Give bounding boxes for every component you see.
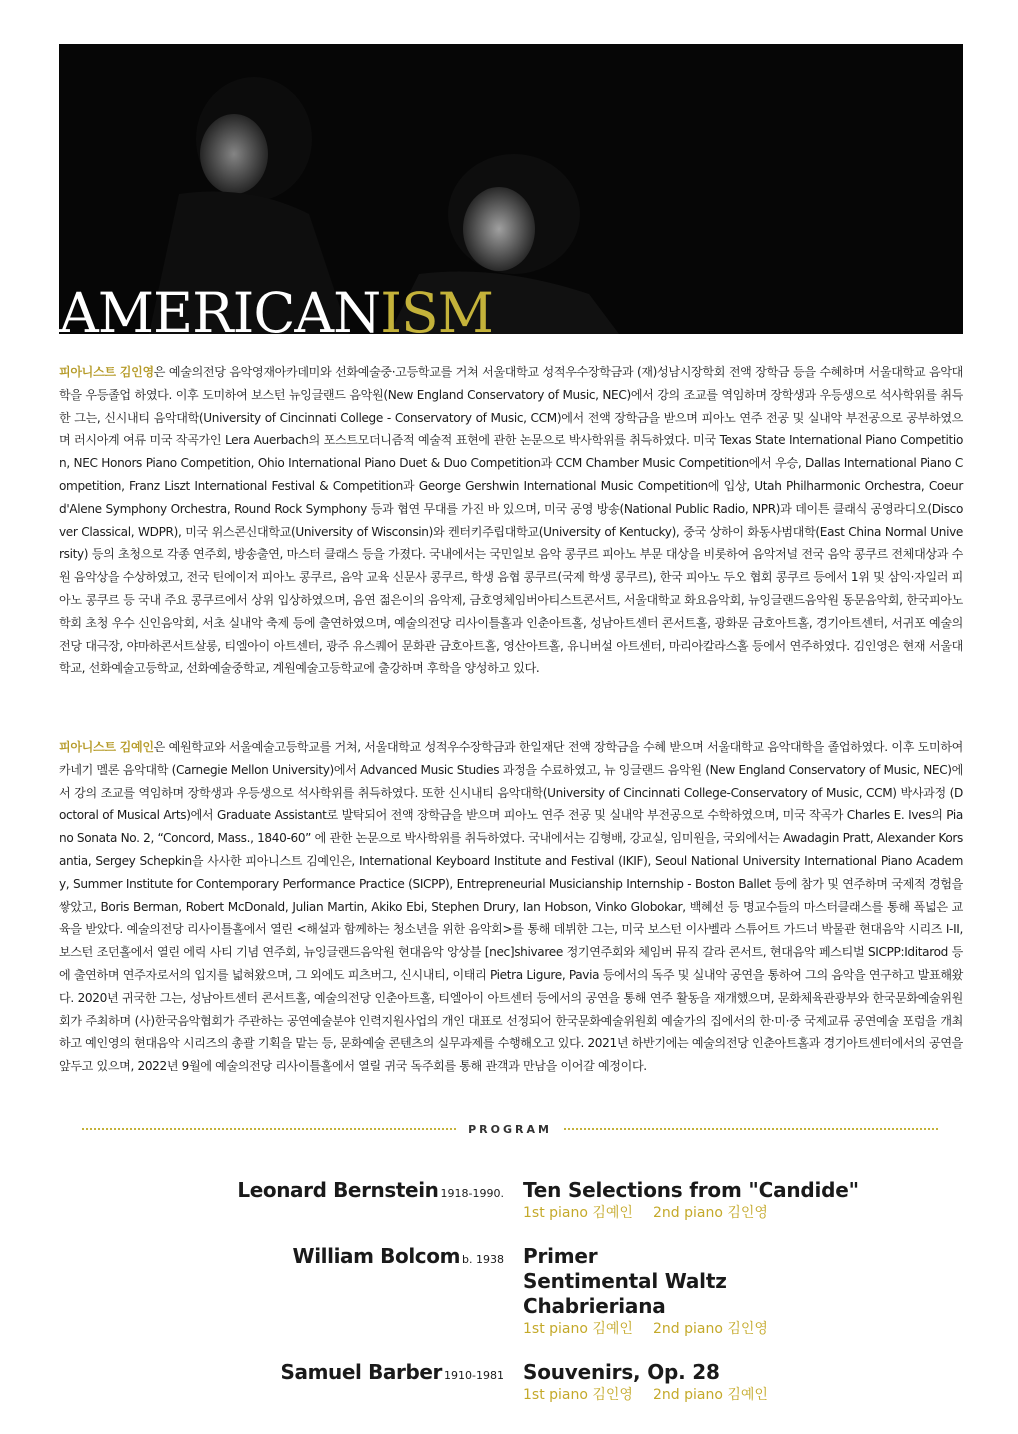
work-title: Souvenirs, Op. 28 (523, 1360, 720, 1384)
composer-name (237, 1178, 504, 1202)
work-title: Sentimental Waltz (523, 1269, 727, 1293)
composer-text: Leonard Bernstein (237, 1178, 439, 1202)
program-divider (82, 1120, 938, 1138)
composer-years: 1910-1981 (444, 1369, 504, 1382)
work-title: Primer (523, 1244, 598, 1268)
composer-text: William Bolcom (292, 1244, 461, 1268)
first-piano: 1st piano 김인영 (523, 1387, 633, 1403)
dotted-rule (82, 1128, 456, 1130)
composer-name (281, 1360, 504, 1384)
bio-kim-inyoung (59, 361, 963, 680)
performers (523, 1385, 768, 1405)
performers (523, 1319, 768, 1339)
bio-text: 은 예술의전당 음악영재아카데미와 선화예술중·고등학교를 거쳐 서울대학교 성적우수장학금과 (재)성남시장학회 전액 장학금 등을 수혜하며 서울대학교 음악대학을 우등졸업 하였다. 이후 도미하여 보스턴 뉴잉글랜드 음악원(New England Conservatory of Music, NEC)에서 강의 조교를 역임하며 장학생과 우등생으로 석사학위를 취득한 그는, 신시내티 음악대학(University of Cincinnati College - Conservatory of Music, CCM)에서 전액 장학금을 받으며 피아노 연주 전공 및 실내악 부전공으로 공부하였으며 러시아계 여류 미국 작곡가인 Lera Auerbach의 포스트모더니즘적 예술적 표현에 관한 논문으로 박사학위를 취득하였다. 미국 Texas State International Piano Competition, NEC Honors Piano Competition, Ohio International Piano Duet & Duo Competition과 CCM Chamber Music Competition에서 우승, Dallas International Piano Competition, Franz Liszt International Festival & Competition과 George Gershwin International Music Competition에 입상, Utah Philharmonic Orchestra, Coeur d'Alene Symphony Orchestra, Round Rock Symphony 등과 협연 무대를 가진 바 있으며, 미국 공영 방송(National Public Radio, NPR)과 데이튼 클래식 공영라디오(Discover Classical, WDPR), 미국 위스콘신대학교(University of Wisconsin)와 켄터키주립대학교(University of Kentucky), 중국 상하이 화동사범대학(East China Normal University) 등의 초청으로 각종 연주회, 방송출연, 마스터 클래스 등을 가졌다. 국내에서는 국민일보 음악 콩쿠르 피아노 부문 대상을 비롯하여 음악저널 전국 음악 콩쿠르 전체대상과 수원 음악상을 수상하였고, 전국 틴에이저 피아노 콩쿠르, 음악 교육 신문사 콩쿠르, 학생 음협 콩쿠르(국제 학생 콩쿠르), 한국 피아노 두오 협회 콩쿠르 등에서 1위 및 삼익·자일러 피아노 콩쿠르 등 국내 주요 콩쿠르에서 상위 입상하였으며, 음연 젊은이의 음악제, 금호영체임버아티스트콘서트, 서울대학교 화요음악회, 뉴잉글랜드음악원 동문음악회, 한국피아노학회 초청 우수 신인음악회, 서초 실내악 축제 등에 출연하였으며, 예술의전당 리사이틀홀과 인춘아트홀, 성남아트센터 콘서트홀, 광화문 금호아트홀, 경기아트센터, 서귀포 예술의전당 대극장, 야마하콘서트살롱, 티엘아이 아트센터, 광주 유스퀘어 문화관 금호아트홀, 영산아트홀, 유니버설 아트센터, 마리아칼라스홀 등에서 연주하였다. 김인영은 현재 서울대학교, 선화예술고등학교, 선화예술중학교, 계원예술고등학교에 출강하며 후학을 양성하고 있다. (59, 365, 963, 676)
work-title: Ten Selections from "Candide" (523, 1178, 859, 1202)
bio-text: 은 예원학교와 서울예술고등학교를 거쳐, 서울대학교 성적우수장학금과 한일재단 전액 장학금을 수혜 받으며 서울대학교 음악대학을 졸업하였다. 이후 도미하여 카네기 멜론 음악대학 (Carnegie Mellon University)에서 Advanced Music Studies 과정을 수료하였고, 뉴 잉글랜드 음악원 (New England Conservatory of Music, NEC)에서 강의 조교를 역임하며 장학생과 우등생으로 석사학위를 취득하였다. 또한 신시내티 음악대학(University of Cincinnati College-Conservatory of Music, CCM) 박사과정 (Doctoral of Musical Arts)에서 Graduate Assistant로 발탁되어 전액 장학금을 받으며 피아노 연주 전공 및 실내악 부전공으로 수학하였으며, 미국 작곡가 Charles E. Ives의 Piano Sonata No. 2, “Concord, Mass., 1840-60” 에 관한 논문으로 박사학위를 취득하였다. 국내에서는 김형배, 강교실, 임미원을, 국외에서는 Awadagin Pratt, Alexander Korsantia, Sergey Schepkin을 사사한 피아니스트 김예인은, International Keyboard Institute and Festival (IKIF), Seoul National University International Piano Academy, Summer Institute for Contemporary Performance Practice (SICPP), Entrepreneurial Musicianship Internship - Boston Ballet 등에 참가 및 연주하며 국제적 경험을 쌓았고, Boris Berman, Robert McDonald, Julian Martin, Akiko Ebi, Stephen Drury, Ian Hobson, Vinko Globokar, 백혜선 등 명교수들의 마스터클래스를 통해 폭넓은 교육을 받았다. 예술의전당 리사이틀홀에서 열린 <해설과 함께하는 청소년을 위한 음악회>를 통해 데뷔한 그는, 미국 보스턴 이사벨라 스튜어트 가드너 박물관 현대음악 시리즈 I-II, 보스턴 조던홀에서 열린 에릭 사티 기념 연주회, 뉴잉글랜드음악원 현대음악 앙상블 [nec]shivaree 정기연주회와 체임버 뮤직 갈라 콘서트, 현대음악 페스티벌 SICPP:Iditarod 등에 출연하며 연주자로서의 입지를 넓혀왔으며, 그 외에도 피츠버그, 신시내티, 이태리 Pietra Ligure, Pavia 등에서의 독주 및 실내악 공연을 통하여 그의 음악을 연구하고 발표해왔다. 2020년 귀국한 그는, 성남아트센터 콘서트홀, 예술의전당 인춘아트홀, 티엘아이 아트센터 등에서의 공연을 통해 연주 활동을 재개했으며, 문화체육관광부와 한국문화예술위원회가 주최하며 (사)한국음악협회가 주관하는 공연예술분야 인력지원사업의 개인 대표로 선정되어 한국문화예술위원회 예술가의 집에서의 한·미·중 국제교류 공연예술 포럼을 개최하고 예인영의 현대음악 시리즈의 총괄 기획을 맡는 등, 문화예술 콘텐츠의 실무과제를 수행해오고 있다. 2021년 하반기에는 예술의전당 인춘아트홀과 경기아트센터에서의 공연을 앞두고 있으며, 2022년 9월에 예술의전당 리사이틀홀에서 열릴 귀국 독주회를 통해 관객과 만남을 이어갈 예정이다. (59, 740, 963, 1074)
works-list (523, 1244, 768, 1339)
composer-text: Samuel Barber (280, 1360, 443, 1384)
work-title: Chabrieriana (523, 1294, 666, 1318)
program-label: PROGRAM (468, 1122, 552, 1136)
composer-years: b. 1938 (462, 1253, 504, 1266)
performers (523, 1203, 859, 1223)
second-piano: 2nd piano 김예인 (652, 1387, 768, 1403)
bio-kim-yein (59, 736, 963, 1078)
composer-name (293, 1244, 504, 1268)
composer-years: 1918-1990. (440, 1187, 504, 1200)
title-part-gold: ISM (380, 281, 493, 345)
first-piano: 1st piano 김예인 (523, 1321, 633, 1337)
works-list (523, 1360, 768, 1405)
bio-lead-name: 피아니스트 김예인 (59, 740, 154, 754)
works-list (523, 1178, 859, 1223)
title-part-white: AMERICAN (59, 281, 381, 345)
second-piano: 2nd piano 김인영 (652, 1205, 768, 1221)
second-piano: 2nd piano 김인영 (652, 1321, 768, 1337)
dotted-rule (564, 1128, 938, 1130)
first-piano: 1st piano 김예인 (523, 1205, 633, 1221)
concert-title (59, 282, 493, 344)
bio-lead-name: 피아니스트 김인영 (59, 365, 154, 379)
